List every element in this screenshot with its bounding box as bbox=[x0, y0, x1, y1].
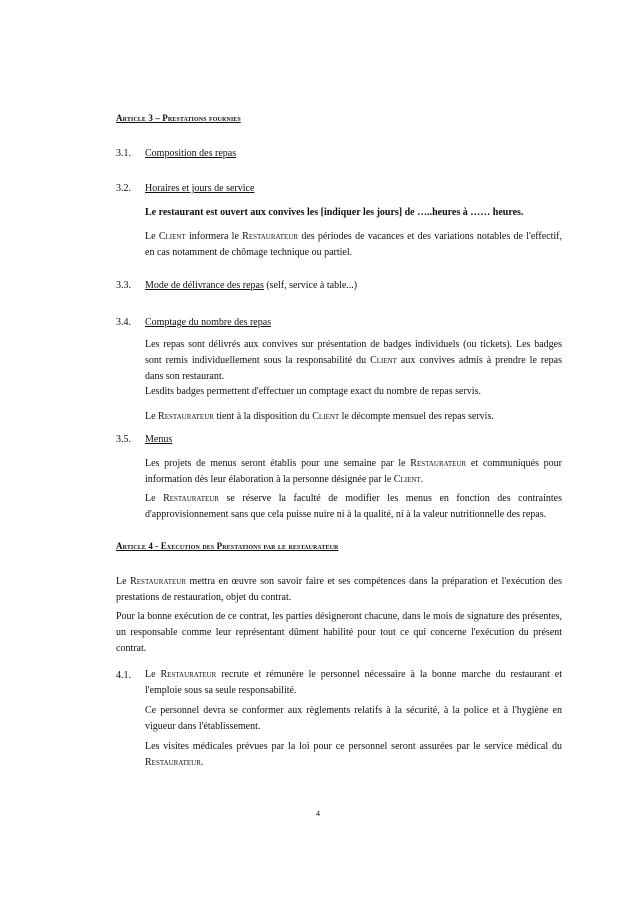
section-4-1-paragraph-3 bbox=[145, 739, 562, 771]
section-3-5-paragraph-2 bbox=[145, 491, 562, 523]
section-3-4-paragraph-3 bbox=[145, 409, 562, 425]
article-4-paragraph-1 bbox=[116, 574, 562, 606]
article-4-paragraph-2: Pour la bonne exécution de ce contrat, les parties désigneront chacune, dans le mois de signature des présentes, un responsable comme leur représentant dûment habilité pour tout ce qui concerne l'exécution du présent contrat. bbox=[116, 611, 562, 654]
section-3-3-title bbox=[145, 280, 357, 291]
page-number: 4 bbox=[316, 809, 320, 818]
text-run: informera le bbox=[185, 231, 243, 242]
text-run: aux convives admis à prendre le repas dans son restaurant. bbox=[145, 355, 562, 382]
text-run: Le bbox=[116, 576, 131, 587]
article-4-heading bbox=[116, 541, 338, 551]
restaurateur-term: Restaurateur bbox=[160, 669, 217, 680]
text-run: Les projets de menus seront établis pour une semaine par le bbox=[145, 458, 411, 469]
text-run: . bbox=[420, 474, 424, 485]
section-3-4-title: Comptage du nombre des repas bbox=[145, 317, 272, 328]
section-3-2-paragraph-2 bbox=[145, 229, 562, 261]
section-4-1-paragraph-2: Ce personnel devra se conformer aux règlements relatifs à la sécurité, à la police et à l'hygiène en vigueur dans l'établissement. bbox=[145, 705, 562, 732]
article-3-heading-text: Article 3 – Prestations fournies bbox=[116, 113, 241, 123]
text-run: Les repas sont délivrés aux convives sur présentation de badges individuels (ou tickets). Les badges sont remis individuellement sous la responsabilité du bbox=[145, 339, 562, 366]
section-3-4-paragraph-1 bbox=[145, 337, 562, 385]
text-run: recrute et rémunère le personnel nécessaire à la bonne marche du restaurant et l'emploie sous sa seule responsabilité. bbox=[145, 669, 563, 696]
restaurateur-term: Restaurateur bbox=[158, 411, 214, 422]
section-3-5-title: Menus bbox=[145, 434, 173, 445]
text-run: se réserve la faculté de modifier les menus en fonction des contraintes d'approvisionnement sans que cela puisse nuire ni à la qualité, ni à la valeur nutritionnelle des repas. bbox=[145, 493, 563, 520]
section-3-5-number: 3.5. bbox=[116, 434, 131, 445]
section-4-1-paragraph-1 bbox=[145, 667, 562, 699]
text-run: Le bbox=[145, 411, 159, 422]
text-run: mettra en œuvre son savoir faire et ses compétences dans la préparation et l'exécution des prestations de restauration, objet du contrat. bbox=[116, 576, 563, 603]
text-run: et communiqués pour information dès leur élaboration à la personne désignée par le bbox=[145, 458, 563, 485]
article-4-heading-text: Article 4 - Execution des Prestations par le restaurateur bbox=[116, 541, 339, 551]
text-run: tient à la disposition du bbox=[213, 411, 313, 422]
text-run: Le bbox=[145, 669, 161, 680]
client-term: Client bbox=[393, 474, 421, 485]
restaurateur-term: Restaurateur bbox=[130, 576, 186, 587]
restaurateur-term: Restaurateur bbox=[242, 231, 299, 242]
section-3-3-title-suffix: (self, service à table...) bbox=[263, 280, 358, 291]
text-run: Le bbox=[145, 493, 164, 504]
section-3-1-number: 3.1. bbox=[116, 148, 131, 159]
client-term: Client bbox=[370, 355, 397, 366]
text-run: . bbox=[200, 757, 204, 768]
article-3-heading bbox=[116, 113, 241, 123]
restaurateur-term: Restaurateur bbox=[163, 493, 219, 504]
section-3-3-title-text: Mode de délivrance des repas bbox=[145, 280, 264, 291]
section-3-2-title: Horaires et jours de service bbox=[145, 183, 255, 194]
section-3-2-number: 3.2. bbox=[116, 183, 131, 194]
section-3-5-paragraph-1 bbox=[145, 456, 562, 488]
restaurateur-term: Restaurateur bbox=[410, 458, 467, 469]
text-run: le décompte mensuel des repas servis. bbox=[339, 411, 494, 422]
section-3-4-number: 3.4. bbox=[116, 317, 131, 328]
client-term: Client bbox=[312, 411, 340, 422]
client-term: Client bbox=[158, 231, 186, 242]
section-3-4-paragraph-2: Lesdits badges permettent d'effectuer un comptage exact du nombre de repas servis. bbox=[145, 386, 481, 397]
restaurateur-term: Restaurateur bbox=[145, 757, 201, 768]
text-run: Le bbox=[145, 231, 159, 242]
section-3-1-title: Composition des repas bbox=[145, 148, 237, 159]
section-3-3-number: 3.3. bbox=[116, 280, 131, 291]
text-run: Les visites médicales prévues par la loi pour ce personnel seront assurées par le service médical du bbox=[145, 741, 562, 752]
section-3-2-paragraph-1: Le restaurant est ouvert aux convives les [indiquer les jours] de …..heures à …… heures. bbox=[145, 207, 524, 218]
section-4-1-number: 4.1. bbox=[116, 670, 131, 681]
text-run: des périodes de vacances et des variations notables de l'effectif, en cas notamment de chômage technique ou partiel. bbox=[145, 231, 562, 258]
